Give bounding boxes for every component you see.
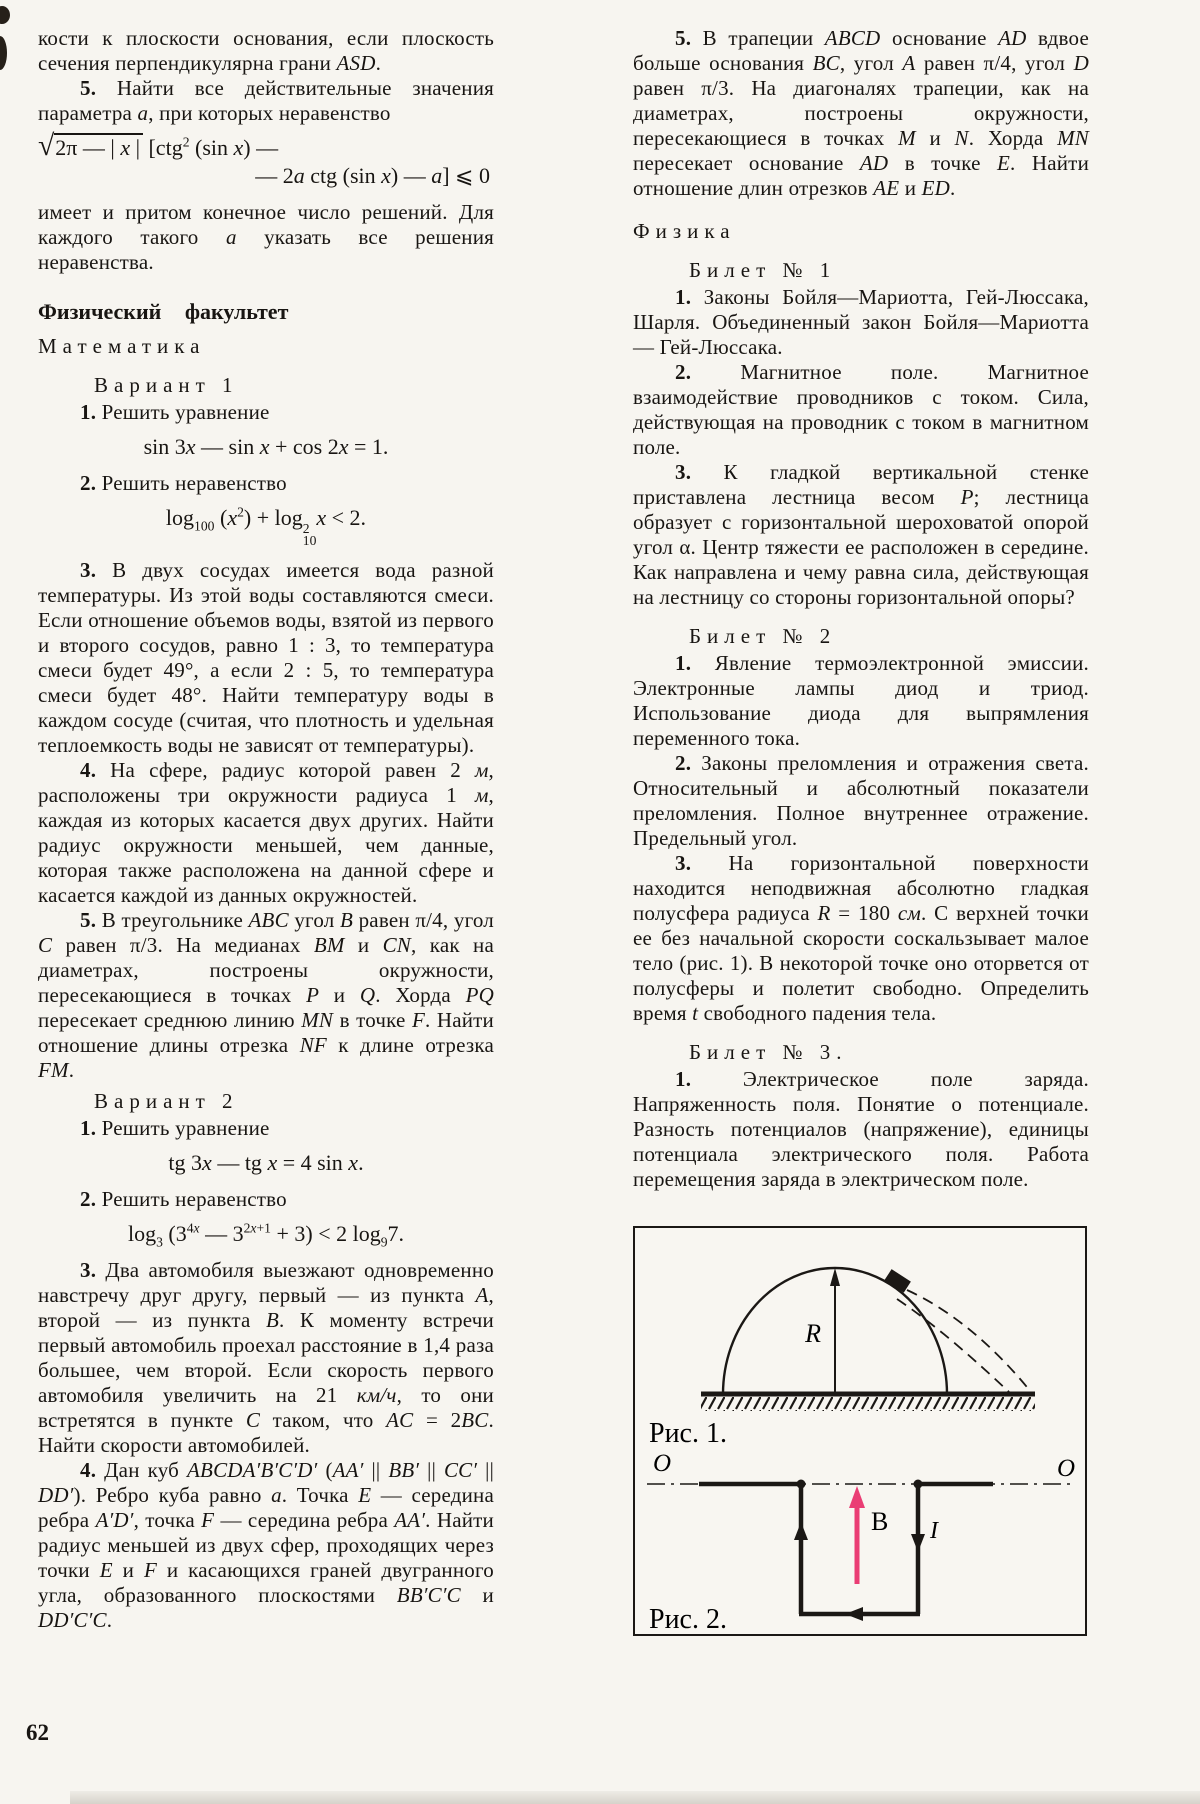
paragraph-v2-1: 1. Решить уравнение [80, 1116, 270, 1141]
paragraph-b1-2: 2. Магнитное поле. Магнитное взаимодействие проводников с током. Сила, действующая на проводник с током в магнитном поле. [633, 360, 1089, 459]
scan-speck [0, 36, 7, 70]
heading-variant-2: Вариант 2 [94, 1089, 239, 1114]
formula-line2: — 2a ctg (sin x) — a] ⩽ 0 [255, 163, 490, 188]
fig1-label: Рис. 1. [649, 1418, 727, 1449]
current-arrow-up [794, 1522, 808, 1540]
left-column [38, 26, 494, 1633]
heading-physics: Физика [633, 219, 736, 243]
paragraph-b1-3: 3. К гладкой вертикальной стенке приставлена лестница весом P; лестница образует с горизонтальной шероховатой опорой угол α. Центр тяжести ее расположен в середине. Как направлена и чему равна сила, действующая на лестницу со стороны горизонтальной опоры? [633, 460, 1089, 609]
formula-v1-2: $\log_{100} (x^2) + \log$ 2 10 x < 2. [165, 504, 367, 549]
paragraph-b2-3: 3. На горизонтальной поверхности находится неподвижная абсолютно гладкая полусфера радиуса R = 180 см. С верхней точки ее без начальной скорости соскальзывает малое тело (рис. 1). В некоторой точке оно оторвется от полусферы и полетит свободно. Определить время t свободного падения тела. [633, 851, 1089, 1025]
paragraph-problem5-intro: 5. Найти все действительные значения параметра a, при которых неравенство [38, 76, 494, 125]
paragraph-v2-4: 4. Дан куб ABCDA′B′C′D′ (AA′ || BB′ || CC′ || DD′). Ребро куба равно a. Точка E — середина ребра A′D′, точка F — середина ребра AA′. Найти радиус меньшей из двух сфер, проходящих через точки E и F и касающихся граней двугранного угла, образованного плоскостями BB′C′C и DD′C′C. [38, 1458, 495, 1633]
figure-box [633, 1226, 1087, 1636]
heading-ticket-3: Билет № 3. [689, 1040, 848, 1064]
formula-v1-1: sin 3x — sin x + cos 2x = 1. [143, 434, 389, 459]
ground-hatching [701, 1397, 1035, 1411]
paragraph-v2-2: 2. Решить неравенство [80, 1187, 287, 1212]
o-label-right: O [1057, 1455, 1076, 1482]
current-arrow-left [845, 1607, 863, 1621]
scan-speck [0, 6, 10, 24]
paragraph-continuation: кости к плоскости основания, если плоскость сечения перпендикулярна грани ASD. [38, 26, 494, 75]
paragraph-b3-1: 1. Электрическое поле заряда. Напряженность поля. Понятие о потенциале. Разность потенциалов (напряжение), единицы потенциала электрического поля. Работа перемещения заряда в электрическом поле. [633, 1067, 1089, 1191]
current-arrow-down [911, 1534, 925, 1552]
paragraph-v1-3: 3. В двух сосудах имеется вода разной температуры. Из этой воды составляются смеси. Если отношение объемов воды, взятой из первого и второго сосудов, равно 1 : 3, то температура смеси будет 49°, а если 2 : 5, то температура смеси будет 48°. Найти температуру воды в каждом сосуде (считая, что плотность и удельная теплоемкость воды не зависят от температуры). [38, 558, 494, 758]
formula-line1: √2π — | x | [ctg$^2$ (sin x) — [38, 130, 279, 162]
paragraph-v1-4: 4. На сфере, радиус которой равен 2 м, расположены три окружности радиуса 1 м, каждая из которых касается двух других. Найти радиус окружности меньшей, чем данные, которая также расположена на данной сфере и касается каждой из данных окружностей. [38, 758, 494, 908]
paragraph-b1-1: 1. Законы Бойля—Мариотта, Гей-Люссака, Шарля. Объединенный закон Бойля—Мариотта — Гей-Люссака. [633, 285, 1089, 359]
paragraph-v1-5: 5. В треугольнике ABC угол B равен π/4, угол C равен π/3. На медианах BM и CN, как на диаметрах, построены окружности, пересекающиеся в точках P и Q. Хорда PQ пересекает среднюю линию MN в точке F. Найти отношение длины отрезка NF к длине отрезка FM. [38, 908, 495, 1083]
fig2-label: Рис. 2. [649, 1604, 727, 1634]
paragraph-trapezoid: 5. В трапеции ABCD основание AD вдвое больше основания BC, угол A равен π/4, угол D равен π/3. На диагоналях трапеции, как на диаметрах, построены окружности, пересекающиеся в точках M и N. Хорда MN пересекает основание AD в точке E. Найти отношение длин отрезков AE и ED. [633, 26, 1090, 200]
paragraph-b2-1: 1. Явление термоэлектронной эмиссии. Электронные лампы диод и триод. Использование диода для выпрямления переменного тока. [633, 651, 1089, 750]
radius-label: R [805, 1319, 821, 1348]
right-column [633, 26, 1089, 1636]
paragraph-v1-2: 2. Решить неравенство [80, 471, 287, 495]
b-field-arrowhead [849, 1486, 865, 1508]
radius-arrowhead [830, 1268, 840, 1286]
formula-v2-1: tg 3x — tg x = 4 sin x. [168, 1150, 364, 1176]
physics-figures [635, 1228, 1085, 1634]
heading-variant-1: Вариант 1 [94, 373, 239, 397]
heading-faculty: Физический факультет [38, 299, 289, 324]
paragraph-b2-2: 2. Законы преломления и отражения света. Относительный и абсолютный показатели преломления. Полное внутреннее отражение. Предельный угол. [633, 751, 1089, 850]
formula-inequality [38, 130, 494, 190]
paragraph-problem5-outro: имеет и притом конечное число решений. Для каждого такого a указать все решения неравенства. [38, 200, 494, 274]
formula-v2-2: $\log_3 (3^{4x}$ — $3^{2x+1} + 3) < 2$ $\log_97$. [127, 1221, 405, 1250]
heading-mathematics: Математика [38, 334, 206, 358]
current-label: I [930, 1518, 938, 1544]
page-number: 62 [26, 1720, 49, 1745]
trajectory-dashed-outer [907, 1290, 1031, 1392]
trajectory-dashed-inner [897, 1299, 1009, 1392]
scan-bottom-edge [70, 1791, 1200, 1804]
paragraph-v2-3: 3. Два автомобиля выезжают одновременно навстречу друг другу, первый — из пункта A, второй — из пункта B. К моменту встречи первый автомобиль проехал расстояние в 1,4 раза большее, чем второй. Если скорость первого автомобиля увеличить на 21 км/ч, то они встретятся в пункте C таком, что AC = 2BC. Найти скорости автомобилей. [38, 1258, 494, 1458]
paragraph-v1-1: 1. Решить уравнение [80, 400, 270, 424]
heading-ticket-1: Билет № 1 [689, 258, 837, 282]
b-field-label: B [871, 1507, 889, 1536]
o-label-left: O [653, 1450, 672, 1477]
heading-ticket-2: Билет № 2 [689, 624, 837, 648]
